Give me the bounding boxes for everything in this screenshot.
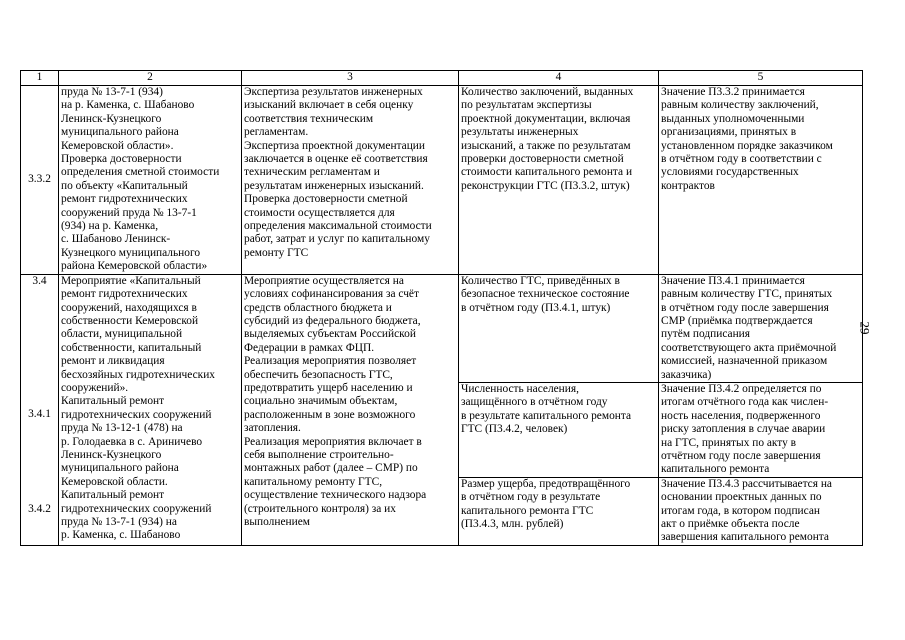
header-cell: 2 xyxy=(59,71,242,86)
cell-line: себя выполнение строительно- xyxy=(244,448,394,461)
cell-line: выполнением xyxy=(244,516,310,528)
cell-line: Размер ущерба, предотвращённого xyxy=(461,477,631,490)
col4-cell xyxy=(459,477,659,545)
cell-line: гидротехнических сооружений xyxy=(61,502,212,515)
cell-line: р. Каменка, с. Шабаново xyxy=(61,529,181,542)
cell-line: сооружений». xyxy=(61,381,129,394)
cell-line: в отчётном году (П3.4.1, штук) xyxy=(461,301,611,314)
cell-line: изысканий включает в себя оценку xyxy=(244,99,414,112)
cell-line: затопления. xyxy=(244,422,301,435)
cell-line: пруда № 13-7-1 (934) на xyxy=(61,516,177,528)
cell-line: капитального ремонта xyxy=(661,463,770,476)
cell-line: монтажных работ (далее – СМР) по xyxy=(244,462,418,475)
cell-line: заказчика) xyxy=(661,368,712,381)
cell-line: комиссией, назначенной приказом xyxy=(661,355,828,368)
cell-line: Кемеровской области». xyxy=(61,139,174,152)
cell-line: реконструкции ГТС (П3.3.2, штук) xyxy=(461,179,630,192)
cell-line: СМР (приёмка подтверждается xyxy=(661,314,813,327)
cell-line: Ленинск-Кузнецкого xyxy=(61,448,162,461)
cell-line: на р. Каменка, с. Шабаново xyxy=(61,99,195,112)
header-cell: 1 xyxy=(21,71,59,86)
cell-line: соответствующего акта приёмочной xyxy=(661,341,837,354)
cell-line: защищённого в отчётном году xyxy=(461,396,608,409)
row-number-cell xyxy=(21,274,59,545)
item-number: 3.4.2 xyxy=(28,502,51,515)
cell-line: пруда № 13-7-1 (934) xyxy=(61,86,163,98)
cell-line: выданных уполномоченными xyxy=(661,112,805,125)
measures-table xyxy=(20,70,863,546)
cell-line: Кемеровской области. xyxy=(61,475,168,488)
col5-cell xyxy=(659,477,863,545)
cell-line: Реализация мероприятия включает в xyxy=(244,435,422,448)
cell-line: проектной документации, включая xyxy=(461,112,631,125)
cell-line: стоимости осуществляется для xyxy=(244,206,395,219)
page-number: 29 xyxy=(857,321,873,335)
cell-line: основании проектных данных по xyxy=(661,491,822,504)
col5-cell xyxy=(659,382,863,477)
cell-line: Проверка достоверности xyxy=(61,153,182,166)
col3-cell xyxy=(242,86,459,275)
cell-line: установленном порядке заказчиком xyxy=(661,139,833,152)
cell-line: соответствия техническим xyxy=(244,112,374,125)
col3-cell xyxy=(242,274,459,545)
cell-line: социально значимым объектам, xyxy=(244,395,398,408)
cell-line: в отчётном году после завершения xyxy=(661,301,829,314)
cell-line: средств областного бюджета и xyxy=(244,301,392,314)
cell-line: Федерации в рамках ФЦП. xyxy=(244,341,375,354)
cell-line: Значение П3.4.3 рассчитывается на xyxy=(661,477,832,490)
cell-line: в отчётном году в результате xyxy=(461,491,601,504)
cell-line: гидротехнических сооружений xyxy=(61,408,212,421)
cell-line: пруда № 13-12-1 (478) на xyxy=(61,422,183,435)
table-row xyxy=(21,86,863,275)
cell-line: на ГТС, принятых по акту в xyxy=(661,436,797,449)
cell-line: равным количеству ГТС, принятых xyxy=(661,288,833,301)
col4-cell xyxy=(459,274,659,382)
cell-line: контрактов xyxy=(661,179,715,192)
cell-line: Реализация мероприятия позволяет xyxy=(244,355,417,368)
cell-line: ГТС (П3.4.2, человек) xyxy=(461,423,568,436)
item-number: 3.4.1 xyxy=(28,408,51,421)
row-number-cell xyxy=(21,86,59,275)
cell-line: предотвратить ущерб населению и xyxy=(244,381,413,394)
cell-line: капитального ремонта ГТС xyxy=(461,504,594,517)
cell-line: с. Шабаново Ленинск- xyxy=(61,233,171,246)
cell-line: Мероприятие «Капитальный xyxy=(61,274,201,287)
cell-line: по объекту «Капитальный xyxy=(61,179,188,192)
cell-line: условиях софинансирования за счёт xyxy=(244,288,419,301)
col4-cell xyxy=(459,86,659,275)
header-cell: 5 xyxy=(659,71,863,86)
item-number: 3.4 xyxy=(32,274,47,287)
cell-line: ность населения, подверженного xyxy=(661,409,821,422)
cell-line: равным количеству заключений, xyxy=(661,99,819,112)
cell-line: заключается в оценке её соответствия xyxy=(244,153,428,166)
cell-line: Значение П3.3.2 принимается xyxy=(661,86,805,98)
cell-line: собственности Кемеровской xyxy=(61,314,199,327)
cell-line: итогам года, в котором подписан xyxy=(661,504,820,517)
cell-line: в отчётном году в соответствии с xyxy=(661,153,822,166)
cell-line: ремонту ГТС xyxy=(244,246,309,259)
cell-line: бесхозяйных гидротехнических xyxy=(61,368,215,381)
cell-line: результаты инженерных xyxy=(461,126,579,139)
table-header-row xyxy=(21,71,863,86)
cell-line: расположенным в зоне возможного xyxy=(244,408,416,421)
cell-line: ремонт и ликвидация xyxy=(61,355,165,368)
col5-cell xyxy=(659,274,863,382)
cell-line: (П3.4.3, млн. рублей) xyxy=(461,518,564,530)
cell-line: осуществление технического надзора xyxy=(244,489,427,502)
cell-line: ремонт гидротехнических xyxy=(61,193,188,206)
cell-line: путём подписания xyxy=(661,328,751,341)
cell-line: ремонт гидротехнических xyxy=(61,288,188,301)
cell-line: определения максимальной стоимости xyxy=(244,220,432,233)
cell-line: Численность населения, xyxy=(461,382,579,395)
cell-line: муниципального района xyxy=(61,126,179,139)
cell-line: завершения капитального ремонта xyxy=(661,531,829,544)
cell-line: Значение П3.4.1 принимается xyxy=(661,274,805,287)
cell-line: сооружений, находящихся в xyxy=(61,301,197,314)
cell-line: (934) на р. Каменка, xyxy=(61,220,159,233)
cell-line: Ленинск-Кузнецкого xyxy=(61,112,162,125)
cell-line: стоимости капитального ремонта и xyxy=(461,166,633,179)
col4-cell xyxy=(459,382,659,477)
cell-line: муниципального района xyxy=(61,462,179,475)
cell-line: Капитальный ремонт xyxy=(61,489,165,502)
cell-line: организациями, принятых в xyxy=(661,126,797,139)
cell-line: обеспечить безопасность ГТС, xyxy=(244,368,393,381)
cell-line: изысканий, а также по результатам xyxy=(461,139,631,152)
cell-line: выделяемых субъектам Российской xyxy=(244,328,416,341)
cell-line: проверки достоверности сметной xyxy=(461,153,624,166)
cell-line: отчётном году после завершения xyxy=(661,449,821,462)
cell-line: риску затопления в случае аварии xyxy=(661,423,826,436)
cell-line: сооружений пруда № 13-7-1 xyxy=(61,206,197,219)
cell-line: безопасное техническое состояние xyxy=(461,288,630,301)
cell-line: Количество ГТС, приведённых в xyxy=(461,274,620,287)
cell-line: в результате капитального ремонта xyxy=(461,409,632,422)
cell-line: собственности, капитальный xyxy=(61,341,202,354)
item-number: 3.3.2 xyxy=(28,173,51,186)
header-cell: 4 xyxy=(459,71,659,86)
cell-line: (строительного контроля) за их xyxy=(244,502,396,515)
col2-cell xyxy=(59,274,242,545)
cell-line: итогам отчётного года как числен- xyxy=(661,396,829,409)
col5-cell xyxy=(659,86,863,275)
header-cell: 3 xyxy=(242,71,459,86)
cell-line: района Кемеровской области» xyxy=(61,260,208,273)
cell-line: Проверка достоверности сметной xyxy=(244,193,408,206)
col2-cell xyxy=(59,86,242,275)
cell-line: работ, затрат и услуг по капитальному xyxy=(244,233,430,246)
cell-line: Мероприятие осуществляется на xyxy=(244,274,404,287)
cell-line: Капитальный ремонт xyxy=(61,395,165,408)
cell-line: условиями государственных xyxy=(661,166,799,179)
cell-line: капитальному ремонту ГТС, xyxy=(244,475,383,488)
table-row xyxy=(21,274,863,382)
cell-line: Количество заключений, выданных xyxy=(461,86,634,98)
cell-line: Значение П3.4.2 определяется по xyxy=(661,382,822,395)
cell-line: области, муниципальной xyxy=(61,328,183,341)
cell-line: Кузнецкого муниципального xyxy=(61,246,201,259)
cell-line: техническим регламентам и xyxy=(244,166,380,179)
cell-line: регламентам. xyxy=(244,126,309,139)
cell-line: Экспертиза проектной документации xyxy=(244,139,426,152)
cell-line: определения сметной стоимости xyxy=(61,166,220,179)
cell-line: Экспертиза результатов инженерных xyxy=(244,86,423,98)
cell-line: акт о приёмке объекта после xyxy=(661,518,800,530)
cell-line: субсидий из федерального бюджета, xyxy=(244,314,421,327)
cell-line: по результатам экспертизы xyxy=(461,99,592,112)
cell-line: результатам инженерных изысканий. xyxy=(244,179,424,192)
cell-line: р. Голодаевка в с. Ариничево xyxy=(61,435,203,448)
